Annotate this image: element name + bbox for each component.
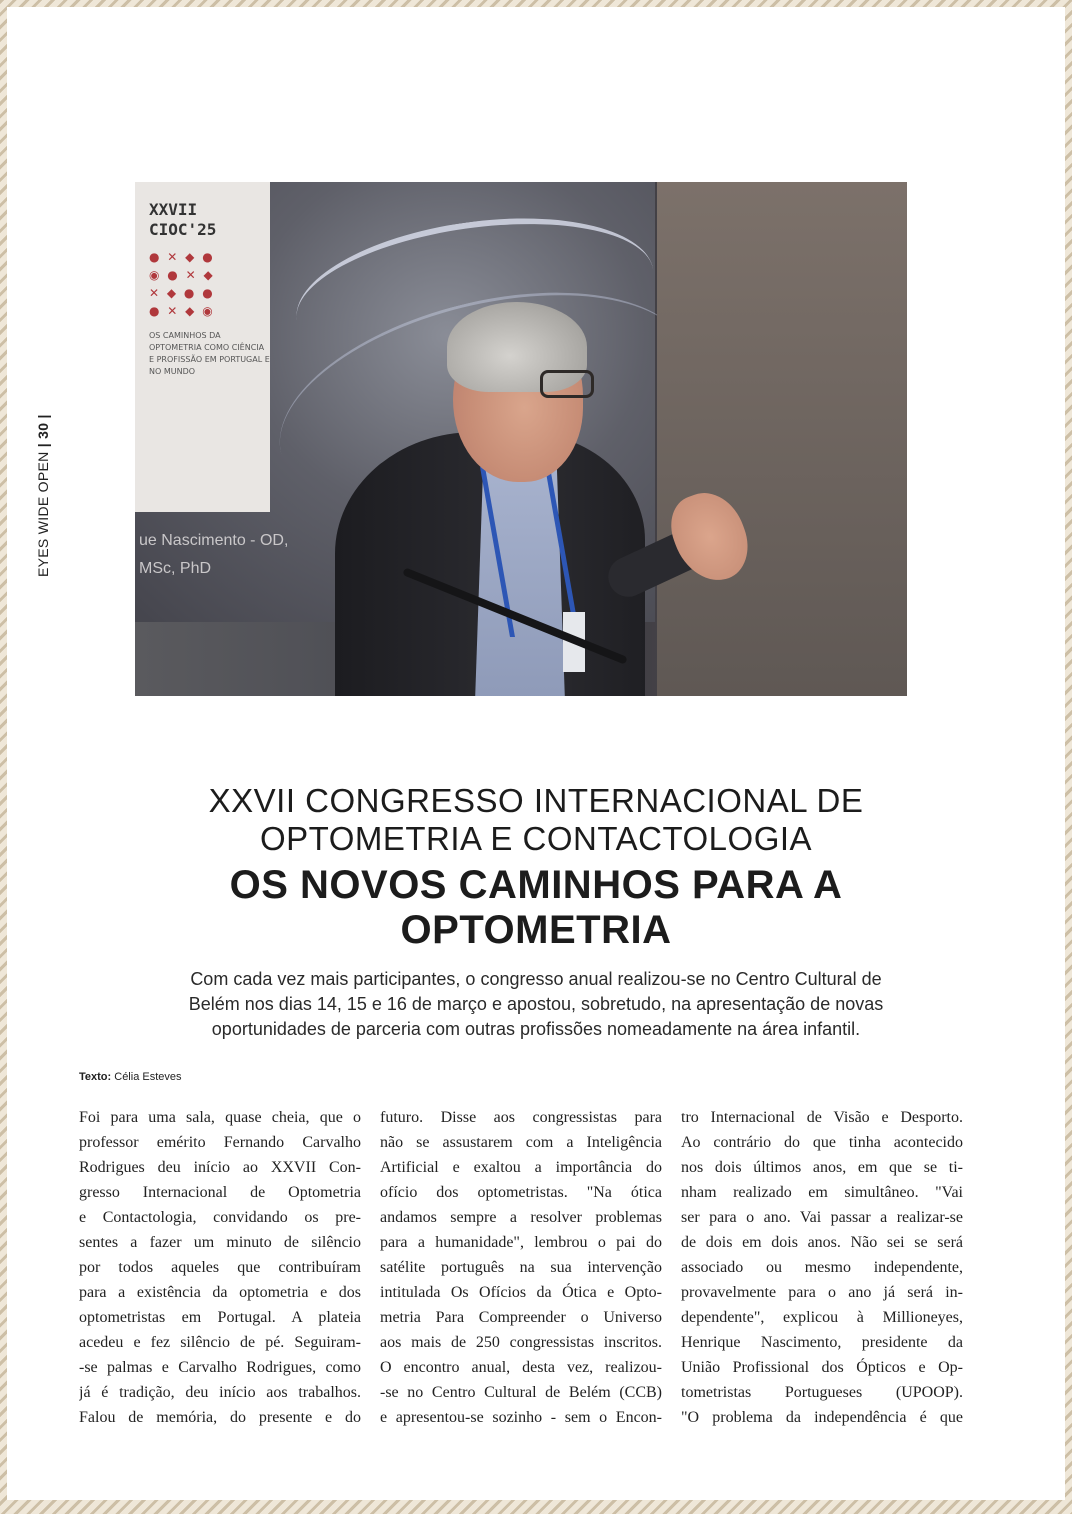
congress-poster bbox=[135, 182, 270, 512]
headline-kicker-2: OPTOMETRIA E CONTACTOLOGIA bbox=[259, 820, 813, 857]
magazine-page bbox=[7, 7, 1065, 1500]
headline-title-1: OS NOVOS CAMINHOS PARA A bbox=[229, 863, 843, 907]
running-header bbox=[35, 387, 59, 577]
poster-subtitle: OS CAMINHOS DA OPTOMETRIA COMO CIÊNCIA E PROFISSÃO EM PORTUGAL E NO MUNDO bbox=[149, 331, 270, 376]
author-credit bbox=[79, 1071, 182, 1083]
publication-name: EYES WIDE OPEN bbox=[35, 451, 51, 577]
body-column-2: futuro. Disse aos congressistas para não se assustarem com a Inteligência Artificial e exaltou a importância do ofício dos optometristas. "Na ótica andamos sempre a resolver problemas para a humanidade", lembrou o pai do satélite português na sua intervenção intitulada Os Ofícios da Ótica e Opto- metria Para Compreender o Universo aos mais de 250 congressistas inscritos. O encontro anual, desta vez, realizou- -se no Centro Cultural de Belém (CCB) e apresentou-se sozinho - sem o Encon- bbox=[380, 1109, 662, 1426]
credit-label: Texto: bbox=[79, 1071, 112, 1083]
glasses bbox=[540, 370, 594, 398]
body-column-3: tro Internacional de Visão e Desporto. Ao contrário do que tinha acontecido nos dois últimos anos, em que se ti- nham realizado em simultâneo. "Vai ser para o ano. Vai passar a realizar-se de dois em dois anos. Não sei se será associado ou mesmo independente, provavelmente para o ano já será in- dependente", explicou à Millioneyes, Henrique Nascimento, presidente da União Profissional dos Ópticos e Op- tometristas Portugueses (UPOOP). "O problema da independência é que bbox=[681, 1109, 963, 1426]
poster-pattern: ● ✕ ◆ ● ◉ ● ✕ ◆ ✕ ◆ ● ● ● ✕ ◆ ◉ bbox=[149, 250, 215, 318]
headline-title-2: OPTOMETRIA bbox=[400, 908, 672, 952]
lead-paragraph: Com cada vez mais participantes, o congresso anual realizou-se no Centro Cultural de Belém nos dias 14, 15 e 16 de março e apostou, sobretudo, na apresentação de novas oportunidades de parceria com outras profissões nomeadamente na área infantil. bbox=[188, 969, 884, 1039]
credit-author: Célia Esteves bbox=[114, 1071, 182, 1083]
article-photo bbox=[135, 182, 907, 696]
headline-kicker-1: XXVII CONGRESSO INTERNACIONAL DE bbox=[208, 782, 864, 819]
slide-caption: ue Nascimento - OD, MSc, PhD bbox=[139, 532, 289, 577]
poster-title-2: CIOC'25 bbox=[149, 220, 217, 239]
body-column-1: Foi para uma sala, quase cheia, que o professor emérito Fernando Carvalho Rodrigues deu início ao XXVII Con- gresso Internacional de Optometria e Contactologia, convidando os pre- sentes a fazer um minuto de silêncio por todos aqueles que contribuíram para a existência da optometria e dos optometristas em Portugal. A plateia acedeu e fez silêncio de pé. Seguiram- -se palmas e Carvalho Rodrigues, como já é tradição, deu início aos trabalhos. Falou de memória, do presente e do bbox=[79, 1109, 361, 1426]
page-number: | 30 | bbox=[35, 414, 51, 448]
poster-title-1: XXVII bbox=[149, 200, 198, 219]
